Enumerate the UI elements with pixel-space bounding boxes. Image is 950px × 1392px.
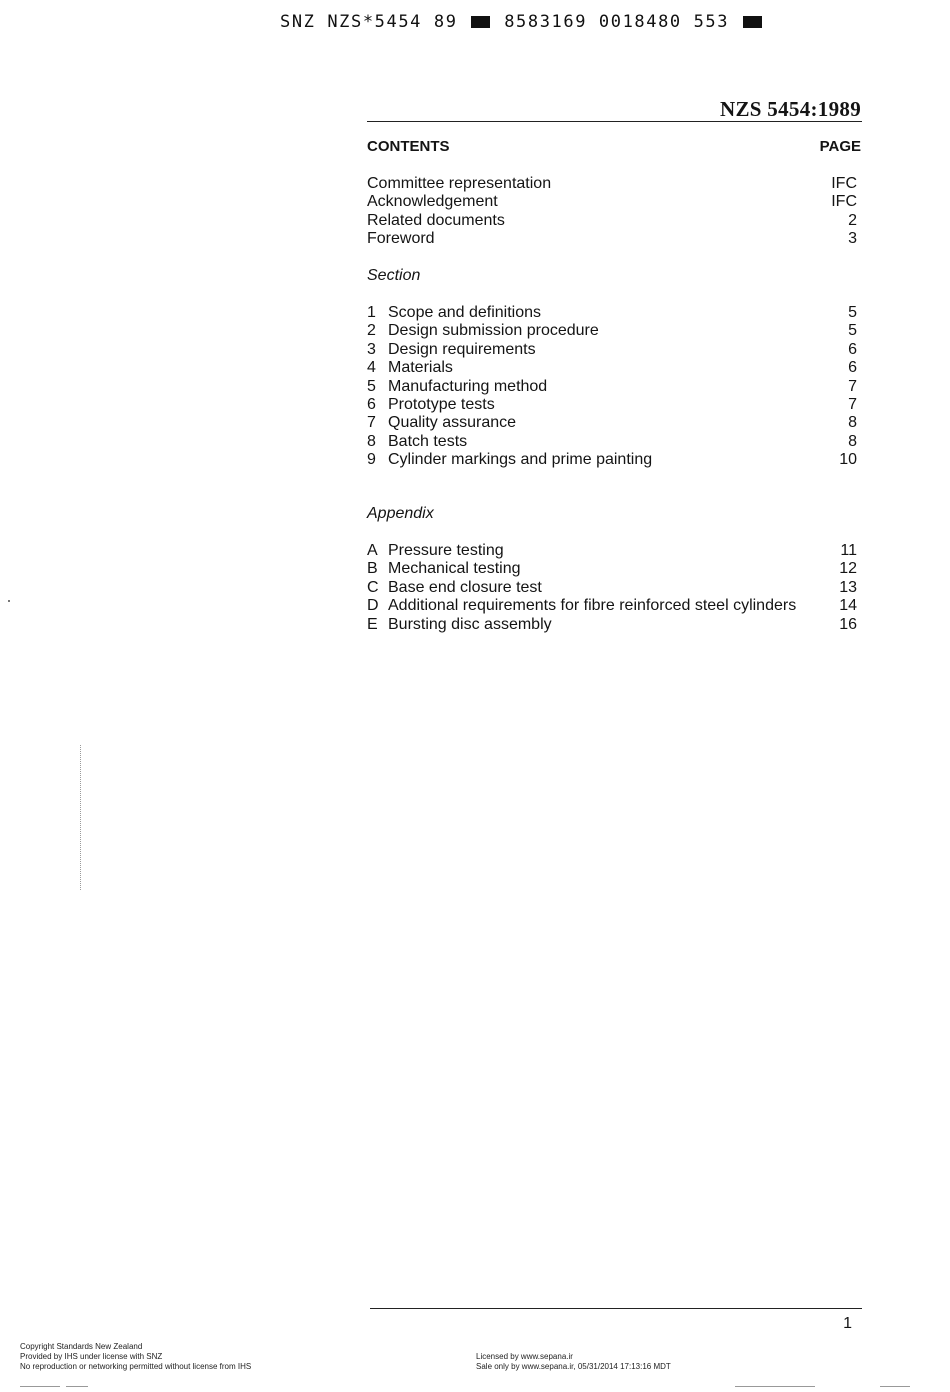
entry-page: 10 (839, 451, 857, 469)
entry-page: 16 (839, 615, 857, 633)
entry-page: 8 (848, 414, 857, 432)
entry-title: Materials (388, 359, 453, 377)
front-matter-entry (367, 175, 857, 193)
entry-number: 9 (367, 451, 376, 469)
entry-page: 3 (848, 230, 857, 248)
entry-page: 2 (848, 211, 857, 229)
entry-page: IFC (831, 193, 857, 211)
appendix-entry (367, 579, 857, 597)
copyright-notice (20, 1342, 251, 1372)
entry-page: IFC (831, 175, 857, 192)
entry-page: 6 (848, 359, 857, 377)
entry-title: Quality assurance (388, 414, 517, 432)
section-entry (367, 396, 857, 414)
copyright-line: Provided by IHS under license with SNZ (20, 1352, 163, 1361)
section-entry (367, 451, 857, 469)
entry-title: Manufacturing method (388, 377, 548, 395)
scan-speck (8, 600, 10, 602)
front-matter-entry (367, 193, 857, 211)
license-notice (476, 1352, 671, 1372)
document-control-code (280, 12, 764, 32)
entry-title: Base end closure test (388, 578, 542, 596)
entry-number: 8 (367, 432, 376, 450)
control-code-right: 8583169 0018480 553 (504, 12, 730, 32)
section-entry (367, 322, 857, 340)
entry-number: C (367, 578, 379, 596)
entry-number: A (367, 542, 378, 559)
section-entry (367, 433, 857, 451)
entry-title: Acknowledgement (367, 193, 498, 211)
entry-page: 11 (840, 542, 857, 559)
entry-number: 4 (367, 359, 376, 377)
entry-number: 3 (367, 340, 376, 358)
entry-page: 5 (848, 304, 857, 321)
entry-page: 14 (839, 597, 857, 615)
contents-heading: CONTENTS (367, 138, 450, 155)
license-line: Licensed by www.sepana.ir (476, 1352, 573, 1361)
entry-number: 2 (367, 322, 376, 340)
entry-number: 1 (367, 304, 376, 321)
appendix-label: Appendix (367, 505, 434, 522)
section-list (367, 304, 857, 470)
entry-page: 7 (848, 396, 857, 414)
redaction-block (471, 16, 490, 28)
entry-title: Cylinder markings and prime painting (388, 451, 653, 469)
entry-title: Additional requirements for fibre reinforced steel cylinders (388, 597, 797, 615)
entry-number: 7 (367, 414, 376, 432)
entry-page: 12 (839, 560, 857, 578)
section-entry (367, 304, 857, 322)
entry-number: D (367, 597, 379, 615)
page-column-heading: PAGE (819, 138, 861, 155)
scan-edge-marks (0, 1386, 950, 1389)
document-number: NZS 5454:1989 (720, 97, 861, 121)
entry-title: Design submission procedure (388, 322, 599, 340)
entry-title: Batch tests (388, 432, 468, 450)
footer-rule (370, 1308, 862, 1309)
entry-title: Committee representation (367, 175, 552, 192)
entry-title: Foreword (367, 230, 435, 248)
entry-page: 5 (848, 322, 857, 340)
entry-title: Pressure testing (388, 542, 504, 559)
entry-title: Related documents (367, 211, 505, 229)
appendix-list (367, 542, 857, 634)
section-entry (367, 378, 857, 396)
appendix-entry (367, 597, 857, 615)
entry-number: B (367, 560, 378, 578)
entry-title: Scope and definitions (388, 304, 541, 321)
section-entry (367, 359, 857, 377)
copyright-line: Copyright Standards New Zealand (20, 1342, 143, 1351)
entry-title: Bursting disc assembly (388, 615, 552, 633)
front-matter-entry (367, 230, 857, 248)
entry-page: 7 (848, 377, 857, 395)
front-matter-list (367, 175, 857, 249)
section-entry (367, 341, 857, 359)
section-entry (367, 414, 857, 432)
entry-title: Mechanical testing (388, 560, 521, 578)
redaction-block (743, 16, 762, 28)
front-matter-entry (367, 212, 857, 230)
entry-title: Design requirements (388, 340, 536, 358)
entry-page: 6 (848, 340, 857, 358)
copyright-line: No reproduction or networking permitted without license from IHS (20, 1362, 252, 1371)
entry-page: 13 (839, 578, 857, 596)
entry-number: 6 (367, 396, 376, 414)
entry-number: E (367, 615, 378, 633)
header-rule (367, 121, 862, 122)
entry-page: 8 (848, 432, 857, 450)
control-code-left: SNZ NZS*5454 89 (280, 12, 458, 32)
appendix-entry (367, 560, 857, 578)
scan-artifact-dots (80, 745, 82, 890)
section-label: Section (367, 267, 421, 284)
license-line: Sale only by www.sepana.ir, 05/31/2014 17:13:16 MDT (476, 1362, 671, 1371)
entry-number: 5 (367, 377, 376, 395)
appendix-entry (367, 616, 857, 634)
entry-title: Prototype tests (388, 396, 495, 414)
appendix-entry (367, 542, 857, 560)
page-number: 1 (843, 1315, 852, 1332)
